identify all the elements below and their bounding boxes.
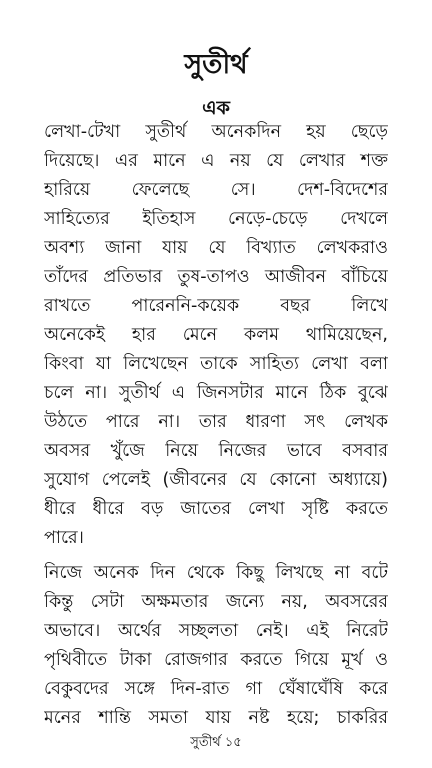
text-line: উঠতে পারে না। তার ধারণা সৎ লেখক [44, 412, 388, 432]
text-line: অবসর খুঁজে নিয়ে নিজের ভাবে বসবার [44, 441, 388, 461]
text-line: চলে না। সুতীর্থ এ জিনসটার মানে ঠিক বুঝে [44, 383, 388, 403]
page-number: ১৫ [224, 735, 242, 750]
text-line: তাঁদের প্রতিভার তুষ-তাপও আজীবন বাঁচিয়ে [44, 267, 388, 287]
text-line: রাখতে পারেননি-কয়েক বছর লিখে [44, 296, 388, 316]
page-footer [0, 734, 432, 752]
text-line: অভাবে। অর্থের সচ্ছলতা নেই। এই নিরেট [44, 621, 388, 641]
text-line: কিংবা যা লিখেছেন তাকে সাহিত্য লেখা বলা [44, 354, 388, 374]
paragraph-1 [44, 118, 388, 553]
text-line: হারিয়ে ফেলেছে সে। দেশ-বিদেশের [44, 180, 388, 200]
text-line: পৃথিবীতে টাকা রোজগার করতে গিয়ে মূর্খ ও [44, 650, 388, 670]
text-line: পারে। [44, 528, 84, 548]
body-text [44, 118, 388, 733]
paragraph-2 [44, 559, 388, 733]
text-line: দিয়েছে। এর মানে এ নয় যে লেখার শক্ত [44, 151, 388, 171]
text-line: কিন্তু সেটা অক্ষমতার জন্যে নয়, অবসরের [44, 592, 388, 612]
text-line: সুযোগ পেলেই (জীবনের যে কোনো অধ্যায়ে) [44, 470, 388, 490]
text-line: অনেকেই হার মেনে কলম থামিয়েছেন, [44, 325, 388, 345]
text-line: লেখা-টেখা সুতীর্থ অনেকদিন হয় ছেড়ে [44, 122, 388, 142]
text-line: নিজে অনেক দিন থেকে কিছু লিখছে না বটে [44, 563, 388, 583]
text-line: ধীরে ধীরে বড় জাতের লেখা সৃষ্টি করতে [44, 499, 388, 519]
text-line: মনের শান্তি সমতা যায় নষ্ট হয়ে; চাকরির [44, 708, 388, 728]
text-line: অবশ্য জানা যায় যে বিখ্যাত লেখকরাও [44, 238, 388, 258]
text-line: সাহিত্যের ইতিহাস নেড়ে-চেড়ে দেখলে [44, 209, 388, 229]
chapter-heading: এক [202, 97, 230, 119]
running-title: সুতীর্থ [190, 735, 221, 750]
book-title: সুতীর্থ [184, 49, 248, 80]
text-line: বেকুবদের সঙ্গে দিন-রাত গা ঘেঁষাঘেঁষি করে [44, 679, 388, 699]
